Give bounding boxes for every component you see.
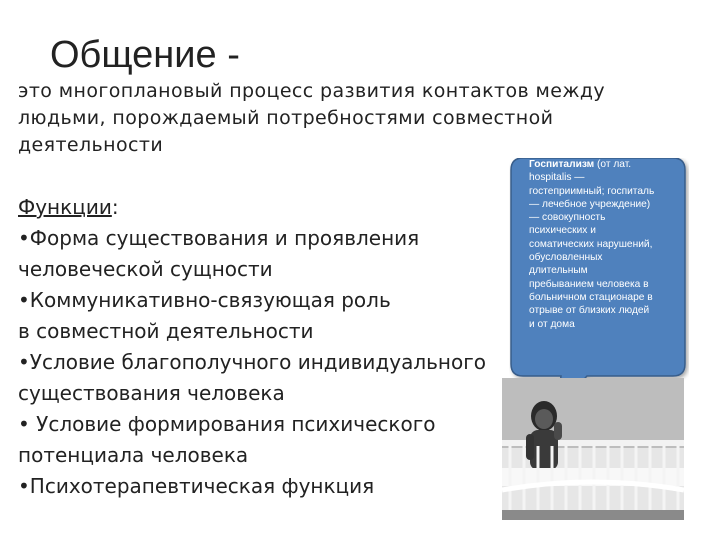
callout-line: пребыванием человека в <box>529 278 649 290</box>
callout-line: — лечебное учреждение) <box>529 198 651 210</box>
callout-line: отрыве от близких людей <box>529 305 650 317</box>
callout-line: hospitalis — <box>529 172 585 184</box>
callout-first: (от лат. <box>597 159 632 170</box>
function-item: •Коммуникативно-связующая роль <box>18 288 391 312</box>
function-item: •Форма существования и проявления <box>18 226 420 250</box>
function-item: человеческой сущности <box>18 257 273 281</box>
callout-line: психических и <box>529 225 596 237</box>
function-item: •Условие благополучного индивидуального <box>18 350 486 374</box>
callout-line <box>529 158 677 171</box>
page-title: Общение - <box>50 34 240 76</box>
callout-line: больничном стационаре в <box>529 291 653 303</box>
callout-line: — совокупность <box>529 212 606 224</box>
callout-term: Госпитализм <box>529 159 595 170</box>
callout-line: гостеприимный; госпиталь <box>529 185 655 197</box>
functions-heading: Функции <box>18 195 112 219</box>
callout-line: длительным <box>529 265 588 277</box>
functions-heading-line <box>18 192 538 223</box>
function-item: потенциала человека <box>18 443 249 467</box>
function-item: в совместной деятельности <box>18 319 314 343</box>
function-item: существования человека <box>18 381 285 405</box>
definition-text: это многоплановый процесс развития контактов между людьми, порождаемый потребностями совместной деятельности <box>18 80 606 156</box>
functions-list <box>18 192 538 502</box>
child-crib-photo <box>502 378 684 520</box>
callout-line: и от дома <box>529 318 575 330</box>
callout-line: обусловленных <box>529 252 603 264</box>
functions-colon: : <box>111 195 119 219</box>
hospitalism-callout <box>509 158 689 378</box>
callout-line: соматических нарушений, <box>529 238 653 250</box>
function-item: •Психотерапевтическая функция <box>18 474 375 498</box>
function-item: • Условие формирования психического <box>18 412 436 436</box>
callout-text <box>529 158 677 331</box>
